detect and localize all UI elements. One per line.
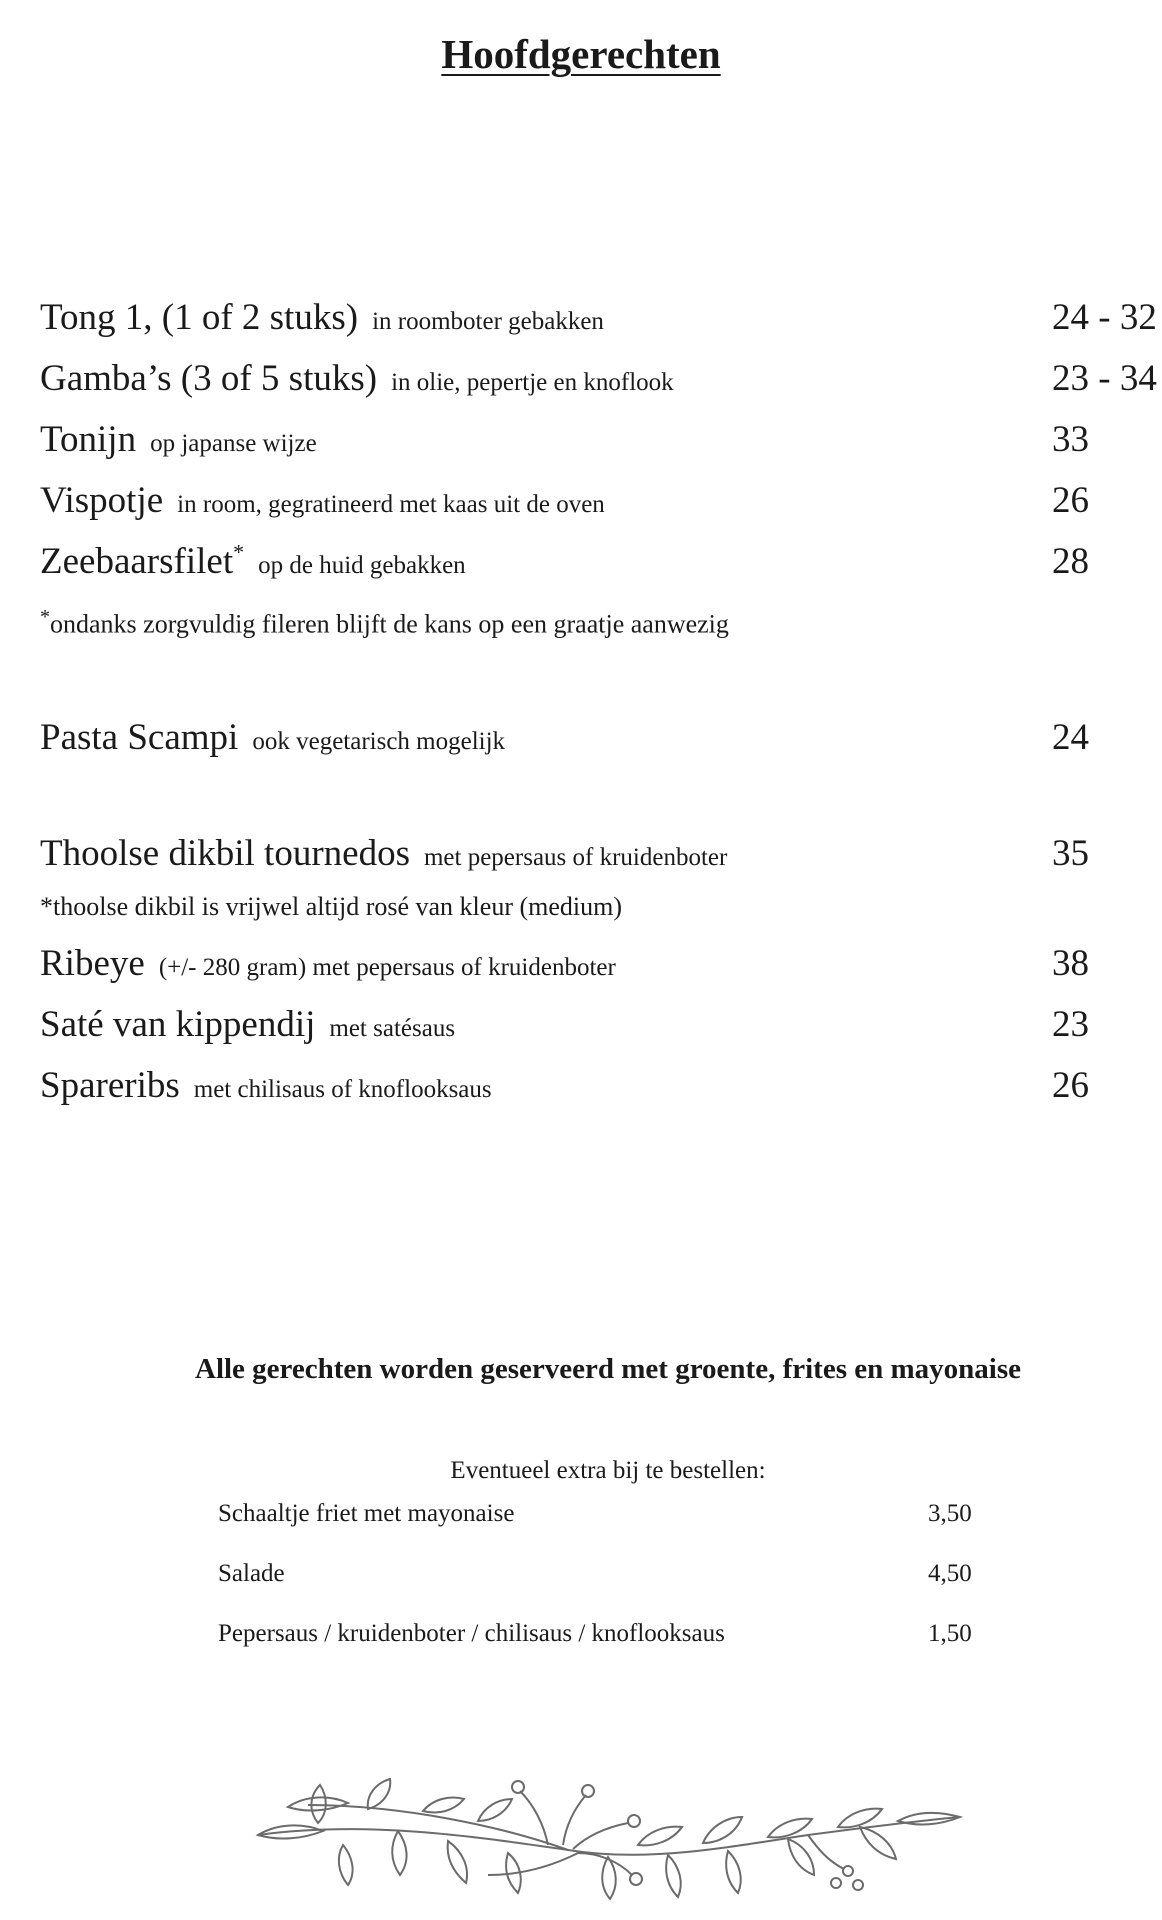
dish-price: 28 [1052,541,1089,582]
dish-description: op japanse wijze [150,430,317,457]
dish-name: Saté van kippendij [40,1004,316,1045]
dish-name: Vispotje [40,480,164,521]
dish-name: Pasta Scampi [40,717,239,758]
menu-item [40,540,1150,583]
extra-price: 1,50 [928,1620,972,1647]
menu-item [40,1064,1150,1107]
dish-name: Tonijn [40,419,137,460]
dish-name-text: Zeebaarsfilet [40,541,234,583]
dish-price: 26 [1052,1065,1089,1106]
menu-item [40,716,1150,759]
page-title: Hoofdgerechten [441,31,721,77]
dish-description: in roomboter gebakken [372,308,604,335]
extra-label: Schaaltje friet met mayonaise [218,1500,515,1527]
dish-description: op de huid gebakken [258,552,466,580]
extra-price: 4,50 [928,1560,972,1587]
dish-price: 33 [1052,419,1089,460]
dish-price: 24 [1052,717,1089,758]
extra-price: 3,50 [928,1500,972,1527]
footnote-marker: * [40,606,50,628]
dish-description: in room, gegratineerd met kaas uit de oven [177,491,605,518]
footnote [40,606,729,640]
dish-price: 38 [1052,943,1089,984]
dish-description: met satésaus [329,1015,456,1042]
dish-price: 35 [1052,833,1089,874]
dish-name: Ribeye [40,943,145,984]
footnote-marker: * [233,540,245,565]
extra-label: Salade [218,1560,285,1587]
dish-description: met pepersaus of kruidenboter [423,844,728,871]
footnote: *thoolse dikbil is vrijwel altijd rosé van kleur (medium) [40,892,623,921]
dish-description: ook vegetarisch mogelijk [252,728,506,755]
menu-item [40,357,1157,400]
dish-price: 24 - 32 [1052,297,1157,338]
extra-item [218,1560,978,1588]
menu-item [40,479,1150,522]
extras-heading: Eventueel extra bij te bestellen: [450,1457,766,1484]
dish-name [40,541,244,582]
footnote-text: ondanks zorgvuldig fileren blijft de kans op een graatje aanwezig [50,609,729,639]
menu-item [40,1003,1150,1046]
extra-label: Pepersaus / kruidenboter / chilisaus / knoflooksaus [218,1620,725,1647]
dish-price: 23 [1052,1004,1089,1045]
extra-item [218,1620,978,1648]
served-with-note: Alle gerechten worden geserveerd met groente, frites en mayonaise [195,1353,1021,1385]
dish-name: Tong 1, (1 of 2 stuks) [40,297,359,338]
dish-price: 26 [1052,480,1089,521]
menu-item [40,832,1150,875]
menu-item [40,296,1157,339]
extra-item [218,1500,978,1528]
dish-description: (+/- 280 gram) met pepersaus of kruidenboter [158,954,616,981]
dish-name: Spareribs [40,1065,180,1106]
menu-item [40,942,1150,985]
dish-price: 23 - 34 [1052,358,1157,399]
dish-description: in olie, pepertje en knoflook [391,369,674,396]
dish-description: met chilisaus of knoflooksaus [193,1076,492,1103]
dish-name: Gamba’s (3 of 5 stuks) [40,358,378,399]
leaf-sprig-icon [248,1765,968,1905]
menu-item [40,418,1150,461]
dish-name: Thoolse dikbil tournedos [40,833,410,874]
